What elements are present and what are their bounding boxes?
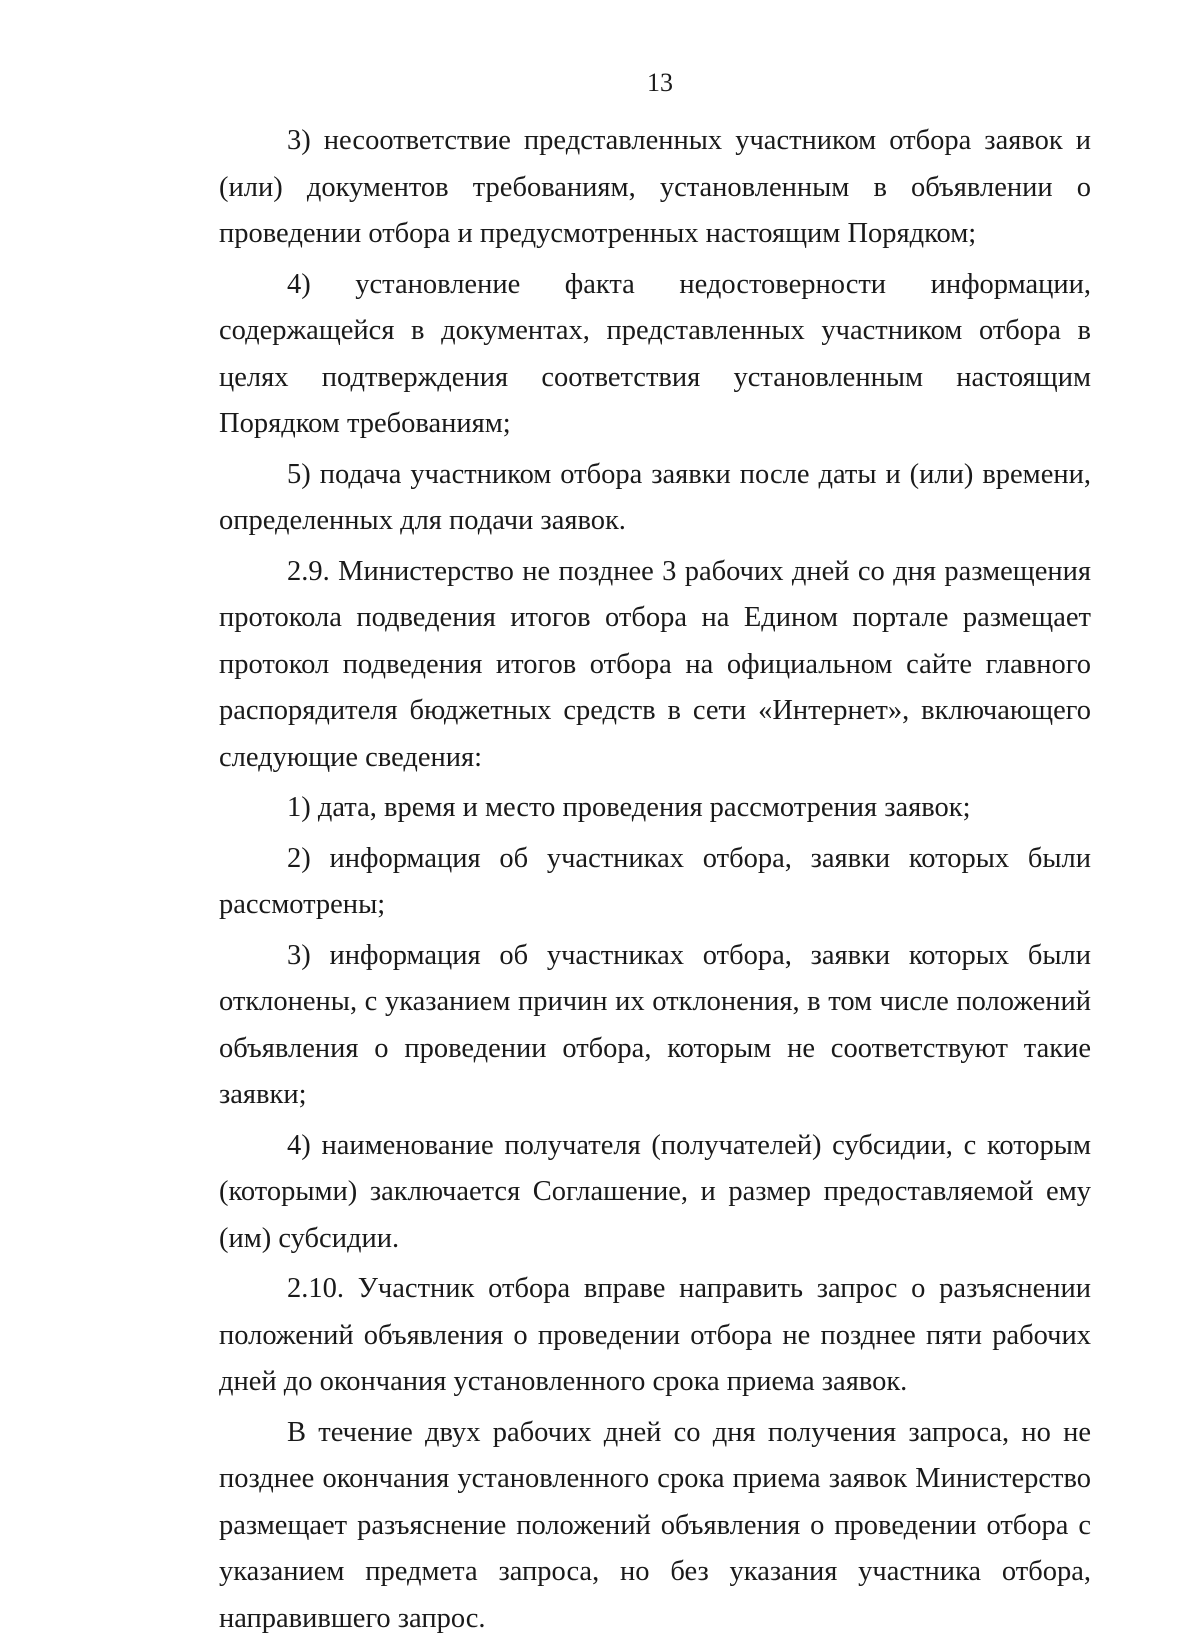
paragraph: 2.10. Участник отбора вправе направить запрос о разъяснении положений объявления о проведении отбора не позднее пяти рабочих дней до окончания установленного срока приема заявок.: [219, 1273, 1091, 1397]
paragraph: 2) информация об участниках отбора, заявки которых были рассмотрены;: [219, 842, 1091, 920]
paragraph: 3) информация об участниках отбора, заявки которых были отклонены, с указанием причин их отклонения, в том числе положений объявления о проведении отбора, которым не соответствуют такие заявки;: [219, 939, 1091, 1110]
paragraph: В течение двух рабочих дней со дня получения запроса, но не позднее окончания установленного срока приема заявок Министерство размещает разъяснение положений объявления о проведении отбора с указанием предмета запроса, но без указания участника отбора, направившего запрос.: [219, 1416, 1091, 1634]
paragraph: 1) дата, время и место проведения рассмотрения заявок;: [287, 792, 971, 823]
document-body: [219, 118, 1091, 1646]
paragraph: 4) установление факта недостоверности информации, содержащейся в документах, представленных участником отбора в целях подтверждения соответствия установленным настоящим Порядком требованиям;: [219, 268, 1091, 439]
page-number: 13: [647, 68, 673, 97]
paragraph: 5) подача участником отбора заявки после даты и (или) времени, определенных для подачи заявок.: [219, 458, 1091, 536]
paragraph: 4) наименование получателя (получателей) субсидии, с которым (которыми) заключается Соглашение, и размер предоставляемой ему (им) субсидии.: [219, 1129, 1091, 1254]
paragraph: 2.9. Министерство не позднее 3 рабочих дней со дня размещения протокола подведения итогов отбора на Едином портале размещает протокол подведения итогов отбора на официальном сайте главного распорядителя бюджетных средств в сети «Интернет», включающего следующие сведения:: [219, 555, 1091, 773]
paragraph: 3) несоответствие представленных участником отбора заявок и (или) документов требованиям, установленным в объявлении о проведении отбора и предусмотренных настоящим Порядком;: [219, 125, 1091, 249]
